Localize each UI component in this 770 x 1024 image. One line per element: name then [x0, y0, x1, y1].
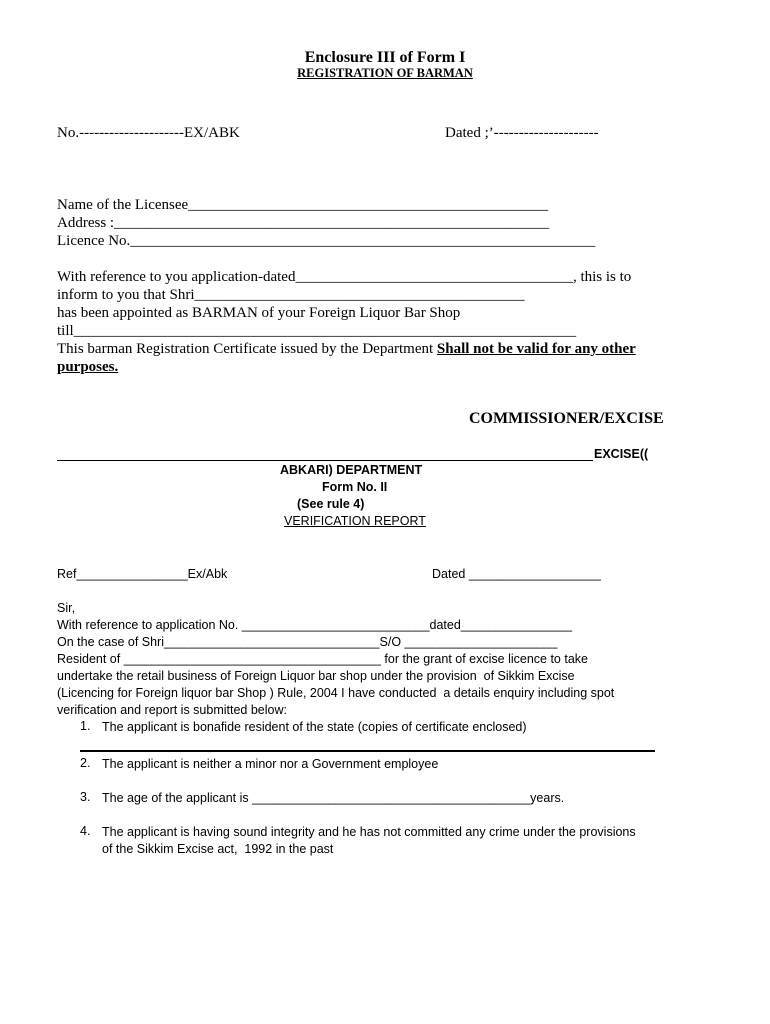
no-line: No.---------------------EX/ABK — [57, 125, 240, 141]
body-line-5: (Licencing for Foreign liquor bar Shop ) Rule, 2004 I have conducted a details enquiry including spot — [57, 686, 615, 700]
reference-line-4: till___________________________________________________________________ — [57, 323, 577, 339]
reference-line-3: has been appointed as BARMAN of your Foreign Liquor Bar Shop — [57, 305, 461, 321]
reference-line-1: With reference to you application-dated_____________________________________, this is to — [57, 269, 632, 285]
ref-line: Ref________________Ex/Abk — [57, 567, 228, 581]
form-no-heading: Form No. II — [322, 480, 388, 494]
item-answer-line — [80, 750, 655, 752]
validity-warning-end: purposes. — [57, 359, 119, 375]
dated-line: Dated ;’--------------------- — [445, 125, 599, 141]
reference-line-2: inform to you that Shri____________________________________________ — [57, 287, 525, 303]
body-line-1: With reference to application No. ___________________________dated________________ — [57, 618, 573, 632]
validity-text: This barman Registration Certificate issued by the Department — [57, 341, 437, 357]
item-text: The applicant is neither a minor nor a Government employee — [102, 757, 439, 771]
form2-dated-line: Dated ___________________ — [432, 567, 601, 581]
excise-heading-tail: EXCISE(( — [594, 447, 649, 461]
body-line-2: On the case of Shri_______________________________S/O ______________________ — [57, 635, 558, 649]
signature-commissioner: COMMISSIONER/EXCISE — [469, 410, 664, 427]
item-text: The applicant is bonafide resident of the state (copies of certificate enclosed) — [102, 720, 527, 734]
see-rule: (See rule 4) — [297, 497, 365, 511]
verification-report-title: VERIFICATION REPORT — [284, 514, 426, 528]
body-line-3: Resident of _____________________________________ for the grant of excise licence to take — [57, 652, 588, 666]
item-number: 3. — [80, 790, 91, 804]
item-text: The age of the applicant is ________________________________________years. — [102, 791, 565, 805]
body-line-6: verification and report is submitted below: — [57, 703, 287, 717]
address-line: Address :__________________________________________________________ — [57, 215, 550, 231]
separator-line — [57, 460, 593, 461]
validity-line — [57, 340, 636, 358]
salutation: Sir, — [57, 601, 76, 615]
form-subtitle: REGISTRATION OF BARMAN — [297, 66, 473, 80]
item-number: 1. — [80, 719, 91, 733]
form-title: Enclosure III of Form I — [304, 49, 466, 66]
validity-warning: Shall not be valid for any other — [436, 341, 636, 357]
department-heading: ABKARI) DEPARTMENT — [280, 463, 423, 477]
body-line-4: undertake the retail business of Foreign Liquor bar shop under the provision of Sikkim Excise — [57, 669, 575, 683]
licence-no-line: Licence No.______________________________________________________________ — [57, 233, 596, 249]
item-number: 4. — [80, 824, 91, 838]
licensee-name-line: Name of the Licensee________________________________________________ — [57, 197, 549, 213]
item-number: 2. — [80, 756, 91, 770]
item-text: The applicant is having sound integrity and he has not committed any crime under the provisions of the Sikkim Excise act, 1992 in the past — [102, 825, 636, 856]
